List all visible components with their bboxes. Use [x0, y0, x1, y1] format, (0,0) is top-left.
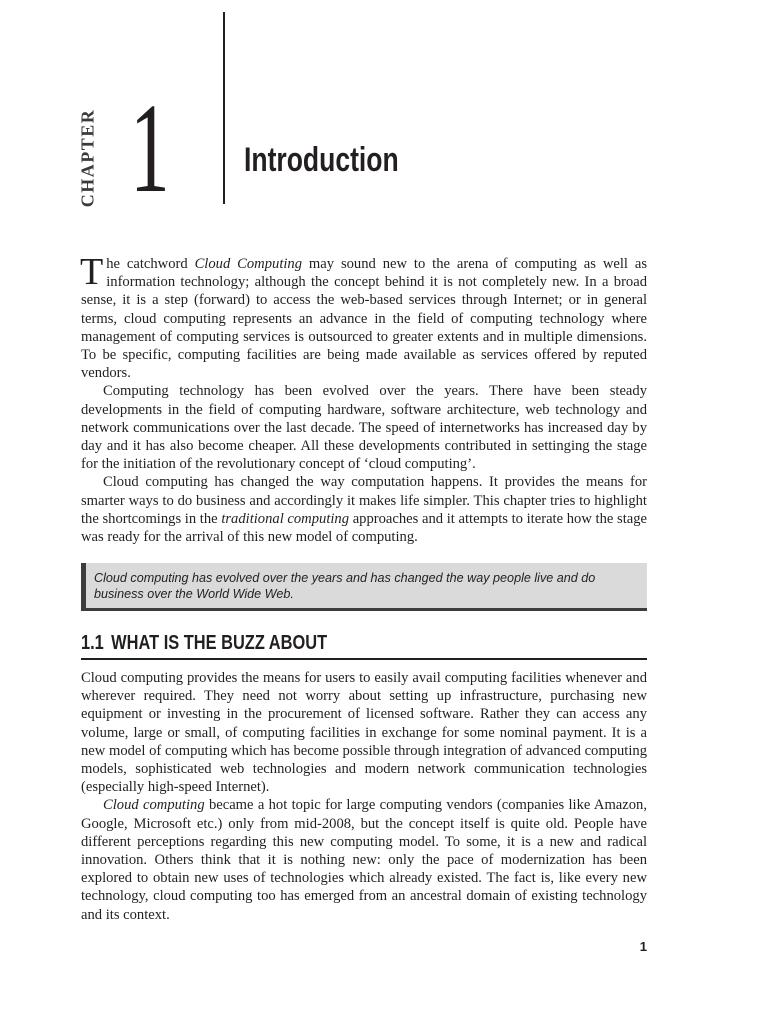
section-paragraph-2	[81, 796, 647, 923]
intro-p3-text-b: approaches and it attempts to iterate how the stage was ready for the arrival of this new model of computing.	[81, 510, 648, 546]
section-p2-text: became a hot topic for large computing vendors (companies like Amazon, Google, Microsoft etc.) only from mid-2008, but the concept itself is quite old. People have different perceptions regarding this new computing model. To some, it is a new and radical innovation. Others think that it is nothing new: only the pace of modernization has been explored to obtain new uses of technologies which already existed. The fact is, like every new technology, cloud computing too has emerged from an ancestral domain of existing technology and its context.	[81, 797, 647, 923]
intro-paragraph-3	[81, 473, 647, 546]
section-text	[81, 669, 647, 924]
chapter-title: Introduction	[244, 141, 399, 179]
callout-box	[81, 563, 647, 611]
section-heading-inner	[81, 630, 327, 656]
chapter-label-text: CHAPTER	[77, 108, 98, 208]
section-p2-emphasis: Cloud computing	[103, 797, 205, 814]
intro-p3-emphasis: traditional computing	[221, 510, 350, 527]
callout-text: Cloud computing has evolved over the years and has changed the way people live and do business over the World Wide Web.	[94, 571, 596, 601]
chapter-label	[66, 108, 110, 208]
drop-cap: T	[80, 251, 104, 293]
intro-p1-text-b: may sound new to the arena of computing as well as information technology; although the concept behind it is not completely new. In a broad sense, it is a step (forward) to access the web-based services through Internet; or in general terms, cloud computing represents an advance in the field of computing technology where management of computing services is outsourced to greater extents and in multiple dimensions. To be specific, computing facilities are being made available as services offered by reputed vendors.	[81, 256, 647, 382]
intro-p1-emphasis: Cloud Computing	[194, 256, 303, 272]
intro-text	[80, 251, 648, 546]
intro-p3-text-a: Cloud computing has changed the way computation happens. It provides the means for smarter ways to do business and accordingly it makes life simpler. This chapter tries to highlight the shortcomings in the	[81, 474, 647, 527]
section-number: 1.1	[81, 632, 104, 654]
chapter-number: 1	[130, 77, 170, 219]
section-heading	[81, 630, 647, 660]
chapter-divider	[223, 12, 225, 204]
section-title: WHAT IS THE BUZZ ABOUT	[111, 632, 328, 654]
page-number: 1	[639, 939, 647, 954]
intro-paragraph-2: Computing technology has been evolved over the years. There have been steady developments in the field of computing hardware, software architecture, web technology and network communications over the last decade. The speed of internetworks has increased day by day and it has also become cheaper. All these developments contributed in settinging the stage for the initiation of the revolutionary concept of ‘cloud computing’.	[81, 383, 647, 473]
intro-p1-text-a: he catchword	[106, 256, 195, 272]
intro-paragraph-1	[80, 251, 647, 382]
section-paragraph-1: Cloud computing provides the means for users to easily avail computing facilities whenever and wherever required. They need not worry about setting up infrastructure, purchasing new equipment or investing in the procurement of licensed software. Rather they can access any volume, large or small, of computing facilities in exchange for some nominal payment. It is a new model of computing which has become possible through integration of advanced computing models, sophisticated web technologies and modern network communication technologies (especially high-speed Internet).	[81, 670, 647, 796]
